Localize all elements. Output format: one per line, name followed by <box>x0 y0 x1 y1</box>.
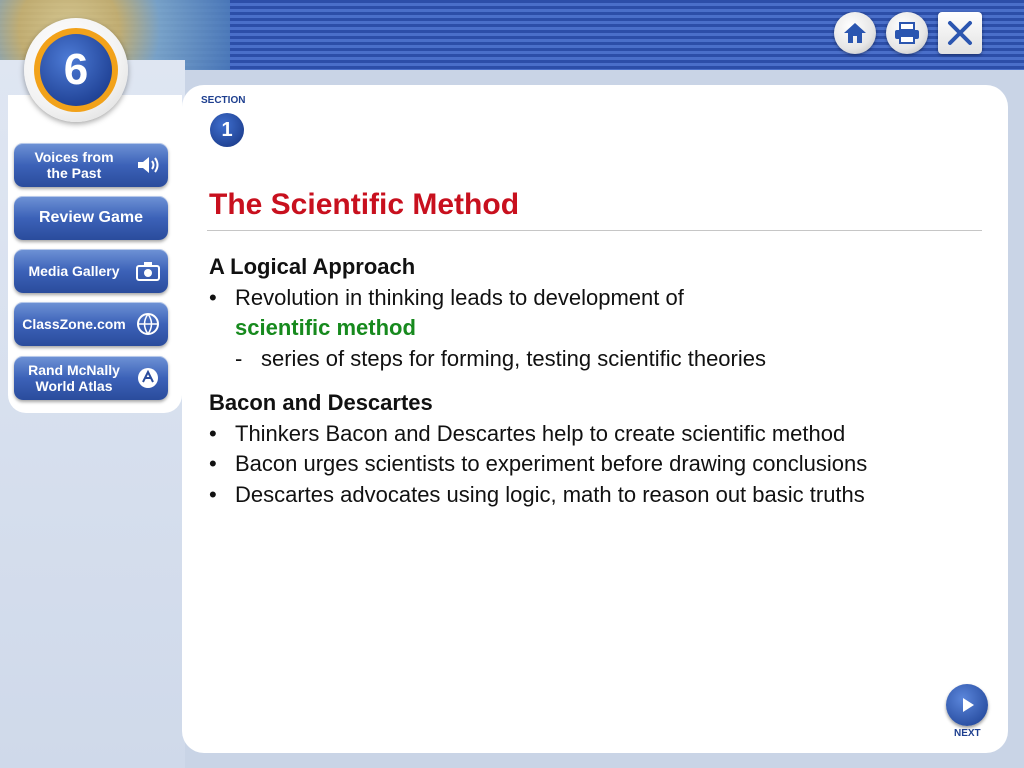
title-divider <box>207 230 982 231</box>
atlas-icon <box>134 364 162 392</box>
voices-from-the-past-button[interactable] <box>14 143 168 187</box>
bullet-text: Thinkers Bacon and Descartes help to create scientific method <box>235 420 846 446</box>
globe-icon <box>134 310 162 338</box>
key-term: scientific method <box>235 315 416 340</box>
bullet-text: Revolution in thinking leads to development of <box>235 284 684 310</box>
list-item: • Bacon urges scientists to experiment before drawing conclusions <box>209 449 929 480</box>
speaker-icon <box>134 151 162 179</box>
chapter-badge <box>24 18 128 122</box>
classzone-button[interactable] <box>14 302 168 346</box>
next-button[interactable] <box>946 684 988 726</box>
list-item: • Thinkers Bacon and Descartes help to create scientific method <box>209 419 929 450</box>
review-game-button[interactable] <box>14 196 168 240</box>
sub-list-item: - series of steps for forming, testing scientific theories <box>209 344 929 375</box>
sub-bullet-text: series of steps for forming, testing scientific theories <box>261 345 766 371</box>
play-icon <box>957 695 977 715</box>
sidebar-item-label: Rand McNally World Atlas <box>28 362 120 394</box>
block-heading: A Logical Approach <box>209 254 416 279</box>
media-gallery-button[interactable] <box>14 249 168 293</box>
close-button[interactable] <box>938 12 982 54</box>
next-label: NEXT <box>954 728 981 739</box>
sidebar-item-label: Voices from the Past <box>34 149 114 181</box>
printer-icon <box>894 22 920 44</box>
sidebar-item-label: Media Gallery <box>28 263 120 279</box>
list-item: • Revolution in thinking leads to development of scientific method <box>209 284 684 340</box>
top-toolbar <box>834 12 982 54</box>
sidebar-item-label: ClassZone.com <box>22 316 126 332</box>
section-number: 1 <box>210 113 244 147</box>
chapter-number: 6 <box>40 34 112 106</box>
bullet-text: Descartes advocates using logic, math to reason out basic truths <box>235 481 865 507</box>
print-button[interactable] <box>886 12 928 54</box>
list-item: • Descartes advocates using logic, math to reason out basic truths <box>209 480 929 511</box>
sidebar-item-label: Review Game <box>38 209 144 226</box>
slide-body <box>209 252 929 510</box>
camera-icon <box>134 257 162 285</box>
rand-mcnally-atlas-button[interactable] <box>14 356 168 400</box>
section-label: SECTION <box>201 95 246 106</box>
bullet-text: Bacon urges scientists to experiment before drawing conclusions <box>235 451 868 476</box>
close-icon <box>947 20 973 46</box>
home-icon <box>842 21 868 45</box>
block-heading: Bacon and Descartes <box>209 390 433 415</box>
home-button[interactable] <box>834 12 876 54</box>
page-title: The Scientific Method <box>209 188 520 221</box>
